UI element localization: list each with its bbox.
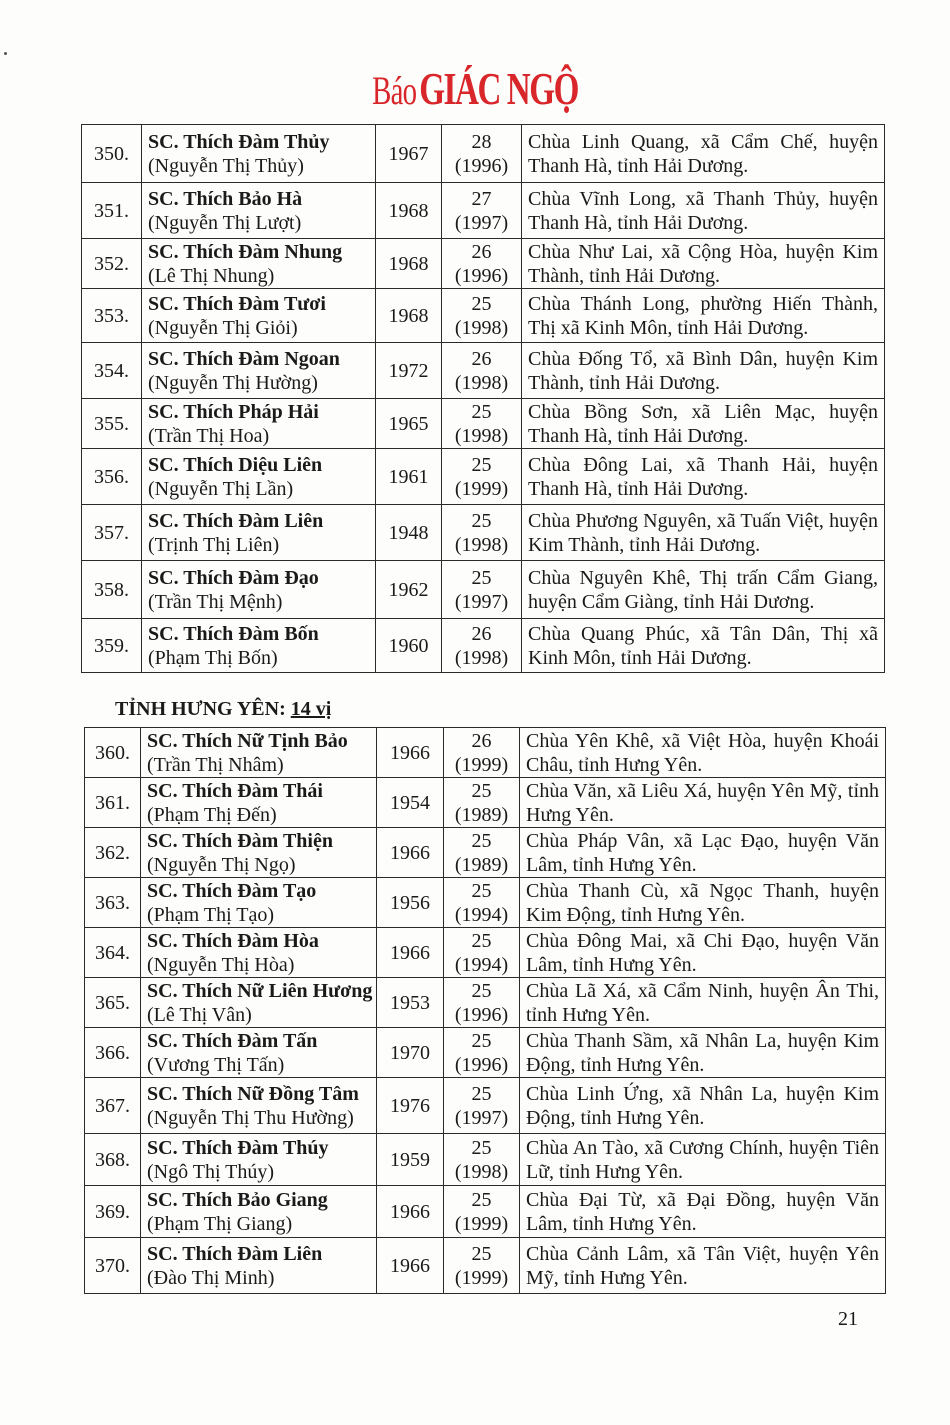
lay-name: (Lê Thị Nhung) [148, 264, 275, 287]
ordination-year: (1998) [454, 371, 509, 394]
dharma-name: SC. Thích Diệu Liên [148, 453, 323, 476]
temple-address: Chùa Vĩnh Long, xã Thanh Thủy, huyện Thanh Hà, tỉnh Hải Dương. [522, 183, 885, 239]
birth-year: 1959 [377, 1134, 444, 1186]
age-cell [442, 183, 522, 239]
entry-number: 365. [85, 978, 141, 1028]
birth-year: 1954 [377, 778, 444, 828]
table-row [85, 728, 886, 778]
entry-number: 366. [85, 1028, 141, 1078]
age-value: 25 [471, 929, 492, 952]
temple-address: Chùa Bồng Sơn, xã Liên Mạc, huyện Thanh Hà, tỉnh Hải Dương. [522, 399, 885, 449]
birth-year: 1953 [377, 978, 444, 1028]
table-row [85, 1134, 886, 1186]
age-cell [444, 828, 520, 878]
age-cell [444, 1134, 520, 1186]
age-value: 25 [471, 779, 492, 802]
temple-address: Chùa Văn, xã Liêu Xá, huyện Yên Mỹ, tỉnh Hưng Yên. [520, 778, 886, 828]
ordination-year: (1996) [454, 1003, 509, 1026]
entry-number: 354. [82, 343, 142, 399]
dharma-name: SC. Thích Đàm Hòa [147, 929, 319, 952]
birth-year: 1966 [377, 728, 444, 778]
entry-number: 355. [82, 399, 142, 449]
section-heading-count: 14 vị [290, 698, 332, 720]
age-cell [444, 1028, 520, 1078]
entry-name-cell [142, 183, 376, 239]
entry-number: 352. [82, 239, 142, 289]
entry-name-cell [141, 728, 377, 778]
age-value: 26 [471, 347, 492, 370]
ordination-year: (1999) [454, 1266, 509, 1289]
age-value: 25 [471, 292, 492, 315]
ordination-year: (1998) [454, 424, 509, 447]
age-cell [442, 239, 522, 289]
temple-address: Chùa Quang Phúc, xã Tân Dân, Thị xã Kinh Môn, tỉnh Hải Dương. [522, 619, 885, 673]
ordination-year: (1999) [454, 1212, 509, 1235]
entry-name-cell [141, 978, 377, 1028]
entry-name-cell [142, 619, 376, 673]
birth-year: 1956 [377, 878, 444, 928]
logo-name: GIÁC NGỘ [419, 63, 578, 114]
dharma-name: SC. Thích Đàm Bốn [148, 622, 319, 645]
birth-year: 1961 [376, 449, 442, 505]
birth-year: 1968 [376, 183, 442, 239]
birth-year: 1960 [376, 619, 442, 673]
entry-number: 360. [85, 728, 141, 778]
dharma-name: SC. Thích Đàm Tươi [148, 292, 326, 315]
temple-address: Chùa Thanh Sầm, xã Nhân La, huyện Kim Động, tỉnh Hưng Yên. [520, 1028, 886, 1078]
temple-address: Chùa Linh Ứng, xã Nhân La, huyện Kim Động, tỉnh Hưng Yên. [520, 1078, 886, 1134]
temple-address: Chùa Cảnh Lâm, xã Tân Việt, huyện Yên Mỹ, tỉnh Hưng Yên. [520, 1238, 886, 1294]
age-value: 25 [471, 1242, 492, 1265]
ordination-year: (1997) [454, 590, 509, 613]
lay-name: (Vương Thị Tấn) [147, 1053, 285, 1076]
temple-address: Chùa Đại Từ, xã Đại Đồng, huyện Văn Lâm, tỉnh Hưng Yên. [520, 1186, 886, 1238]
table-row [82, 505, 885, 561]
age-value: 25 [471, 979, 492, 1002]
age-value: 25 [471, 1082, 492, 1105]
section-heading-label: TỈNH HƯNG YÊN: [115, 698, 286, 720]
ordination-year: (1996) [454, 1053, 509, 1076]
lay-name: (Trịnh Thị Liên) [148, 533, 280, 556]
age-value: 25 [471, 1136, 492, 1159]
age-cell [442, 619, 522, 673]
age-value: 25 [471, 829, 492, 852]
temple-address: Chùa Phương Nguyên, xã Tuấn Việt, huyện Kim Thành, tỉnh Hải Dương. [522, 505, 885, 561]
age-value: 25 [471, 1188, 492, 1211]
dharma-name: SC. Thích Đàm Thủy [148, 130, 330, 153]
ordination-year: (1998) [454, 1160, 509, 1183]
section-heading-hung-yen [115, 698, 331, 721]
age-value: 28 [471, 130, 492, 153]
lay-name: (Ngô Thị Thúy) [147, 1160, 275, 1183]
table-row [85, 978, 886, 1028]
age-cell [442, 561, 522, 619]
temple-address: Chùa Pháp Vân, xã Lạc Đạo, huyện Văn Lâm, tỉnh Hưng Yên. [520, 828, 886, 878]
entry-number: 370. [85, 1238, 141, 1294]
temple-address: Chùa Linh Quang, xã Cẩm Chế, huyện Thanh Hà, tỉnh Hải Dương. [522, 125, 885, 183]
entry-number: 358. [82, 561, 142, 619]
ordination-year: (1994) [454, 903, 509, 926]
entry-name-cell [142, 561, 376, 619]
temple-address: Chùa Đông Lai, xã Thanh Hải, huyện Thanh Hà, tỉnh Hải Dương. [522, 449, 885, 505]
age-cell [442, 343, 522, 399]
birth-year: 1948 [376, 505, 442, 561]
entry-name-cell [142, 239, 376, 289]
ordination-year: (1996) [454, 154, 509, 177]
entry-number: 353. [82, 289, 142, 343]
table-row [85, 928, 886, 978]
entry-name-cell [141, 778, 377, 828]
entry-name-cell [141, 928, 377, 978]
birth-year: 1967 [376, 125, 442, 183]
age-value: 25 [471, 453, 492, 476]
lay-name: (Phạm Thị Đến) [147, 803, 277, 826]
scan-mark [4, 52, 7, 55]
table-row [82, 449, 885, 505]
entry-number: 362. [85, 828, 141, 878]
age-cell [444, 778, 520, 828]
age-cell [442, 289, 522, 343]
ordination-year: (1998) [454, 316, 509, 339]
age-value: 25 [471, 1029, 492, 1052]
hai-duong-table [81, 124, 885, 673]
lay-name: (Nguyễn Thị Lượt) [148, 211, 302, 234]
table-row [85, 1028, 886, 1078]
dharma-name: SC. Thích Đàm Liên [147, 1242, 323, 1265]
lay-name: (Trần Thị Mệnh) [148, 590, 283, 613]
birth-year: 1965 [376, 399, 442, 449]
entry-number: 351. [82, 183, 142, 239]
temple-address: Chùa Đông Mai, xã Chi Đạo, huyện Văn Lâm, tỉnh Hưng Yên. [520, 928, 886, 978]
lay-name: (Nguyễn Thị Lần) [148, 477, 294, 500]
entry-name-cell [141, 1186, 377, 1238]
age-value: 25 [471, 879, 492, 902]
entry-name-cell [142, 399, 376, 449]
table-row [85, 1186, 886, 1238]
entry-name-cell [142, 125, 376, 183]
table-row [85, 828, 886, 878]
ordination-year: (1997) [454, 1106, 509, 1129]
lay-name: (Nguyễn Thị Giỏi) [148, 316, 298, 339]
birth-year: 1966 [377, 1238, 444, 1294]
dharma-name: SC. Thích Đàm Tấn [147, 1029, 318, 1052]
age-cell [444, 928, 520, 978]
ordination-year: (1998) [454, 533, 509, 556]
entry-name-cell [142, 289, 376, 343]
age-value: 27 [471, 187, 492, 210]
age-value: 25 [471, 400, 492, 423]
entry-number: 359. [82, 619, 142, 673]
age-cell [444, 978, 520, 1028]
ordination-year: (1989) [454, 853, 509, 876]
entry-number: 361. [85, 778, 141, 828]
table-row [85, 878, 886, 928]
temple-address: Chùa Nguyên Khê, Thị trấn Cẩm Giang, huyện Cẩm Giàng, tỉnh Hải Dương. [522, 561, 885, 619]
lay-name: (Phạm Thị Giang) [147, 1212, 293, 1235]
temple-address: Chùa Thánh Long, phường Hiến Thành, Thị xã Kinh Môn, tỉnh Hải Dương. [522, 289, 885, 343]
dharma-name: SC. Thích Đàm Ngoan [148, 347, 340, 370]
lay-name: (Trần Thị Hoa) [148, 424, 270, 447]
entry-name-cell [141, 1238, 377, 1294]
age-cell [444, 728, 520, 778]
dharma-name: SC. Thích Đàm Thiện [147, 829, 333, 852]
dharma-name: SC. Thích Nữ Liên Hương [147, 979, 373, 1002]
birth-year: 1970 [377, 1028, 444, 1078]
table-row [82, 125, 885, 183]
dharma-name: SC. Thích Nữ Tịnh Bảo [147, 729, 348, 752]
dharma-name: SC. Thích Nữ Đồng Tâm [147, 1082, 359, 1105]
dharma-name: SC. Thích Đàm Tạo [147, 879, 317, 902]
table-row [82, 289, 885, 343]
lay-name: (Nguyễn Thị Hường) [148, 371, 318, 394]
entry-number: 369. [85, 1186, 141, 1238]
entry-name-cell [142, 343, 376, 399]
age-cell [442, 125, 522, 183]
ordination-year: (1996) [454, 264, 509, 287]
birth-year: 1962 [376, 561, 442, 619]
temple-address: Chùa Như Lai, xã Cộng Hòa, huyện Kim Thành, tỉnh Hải Dương. [522, 239, 885, 289]
age-cell [442, 399, 522, 449]
dharma-name: SC. Thích Đàm Nhung [148, 240, 343, 263]
ordination-year: (1998) [454, 646, 509, 669]
entry-name-cell [141, 1028, 377, 1078]
lay-name: (Nguyễn Thị Thủy) [148, 154, 304, 177]
birth-year: 1966 [377, 828, 444, 878]
temple-address: Chùa An Tào, xã Cương Chính, huyện Tiên Lữ, tỉnh Hưng Yên. [520, 1134, 886, 1186]
lay-name: (Trần Thị Nhâm) [147, 753, 284, 776]
temple-address: Chùa Thanh Cù, xã Ngọc Thanh, huyện Kim Động, tỉnh Hưng Yên. [520, 878, 886, 928]
entry-name-cell [141, 878, 377, 928]
ordination-year: (1994) [454, 953, 509, 976]
table-row [82, 343, 885, 399]
dharma-name: SC. Thích Đàm Thúy [147, 1136, 329, 1159]
entry-number: 367. [85, 1078, 141, 1134]
entry-number: 364. [85, 928, 141, 978]
lay-name: (Nguyễn Thị Thu Hường) [147, 1106, 354, 1129]
newspaper-logo [133, 62, 817, 115]
lay-name: (Phạm Thị Bốn) [148, 646, 278, 669]
age-value: 26 [471, 240, 492, 263]
age-cell [442, 505, 522, 561]
lay-name: (Đào Thị Minh) [147, 1266, 275, 1289]
table-row [85, 778, 886, 828]
entry-name-cell [141, 1078, 377, 1134]
page-number: 21 [838, 1308, 858, 1330]
age-value: 25 [471, 509, 492, 532]
dharma-name: SC. Thích Bảo Hà [148, 187, 303, 210]
dharma-name: SC. Thích Bảo Giang [147, 1188, 328, 1211]
table-row [85, 1078, 886, 1134]
age-cell [444, 1238, 520, 1294]
lay-name: (Phạm Thị Tạo) [147, 903, 275, 926]
temple-address: Chùa Đống Tổ, xã Bình Dân, huyện Kim Thành, tỉnh Hải Dương. [522, 343, 885, 399]
logo-prefix: Báo [372, 68, 417, 113]
age-cell [444, 1186, 520, 1238]
entry-name-cell [142, 449, 376, 505]
age-cell [444, 878, 520, 928]
entry-number: 357. [82, 505, 142, 561]
lay-name: (Nguyễn Thị Hòa) [147, 953, 295, 976]
age-cell [444, 1078, 520, 1134]
table-row [82, 239, 885, 289]
birth-year: 1966 [377, 928, 444, 978]
entry-number: 368. [85, 1134, 141, 1186]
age-value: 26 [471, 622, 492, 645]
dharma-name: SC. Thích Đàm Thái [147, 779, 323, 802]
birth-year: 1976 [377, 1078, 444, 1134]
birth-year: 1966 [377, 1186, 444, 1238]
temple-address: Chùa Lã Xá, xã Cẩm Ninh, huyện Ân Thi, tỉnh Hưng Yên. [520, 978, 886, 1028]
table-row [82, 561, 885, 619]
entry-number: 356. [82, 449, 142, 505]
entry-name-cell [141, 1134, 377, 1186]
dharma-name: SC. Thích Đàm Đạo [148, 566, 319, 589]
dharma-name: SC. Thích Đàm Liên [148, 509, 324, 532]
ordination-year: (1997) [454, 211, 509, 234]
hai-duong-rows [82, 125, 885, 673]
entry-name-cell [141, 828, 377, 878]
table-row [85, 1238, 886, 1294]
birth-year: 1972 [376, 343, 442, 399]
age-cell [442, 449, 522, 505]
lay-name: (Lê Thị Vân) [147, 1003, 252, 1026]
age-value: 26 [471, 729, 492, 752]
lay-name: (Nguyễn Thị Ngọ) [147, 853, 296, 876]
entry-name-cell [142, 505, 376, 561]
age-value: 25 [471, 566, 492, 589]
hung-yen-rows [85, 728, 886, 1294]
table-row [82, 399, 885, 449]
birth-year: 1968 [376, 289, 442, 343]
temple-address: Chùa Yên Khê, xã Việt Hòa, huyện Khoái Châu, tỉnh Hưng Yên. [520, 728, 886, 778]
ordination-year: (1999) [454, 753, 509, 776]
ordination-year: (1989) [454, 803, 509, 826]
dharma-name: SC. Thích Pháp Hải [148, 400, 319, 423]
table-row [82, 183, 885, 239]
entry-number: 363. [85, 878, 141, 928]
table-row [82, 619, 885, 673]
ordination-year: (1999) [454, 477, 509, 500]
hung-yen-table [84, 727, 886, 1294]
entry-number: 350. [82, 125, 142, 183]
birth-year: 1968 [376, 239, 442, 289]
